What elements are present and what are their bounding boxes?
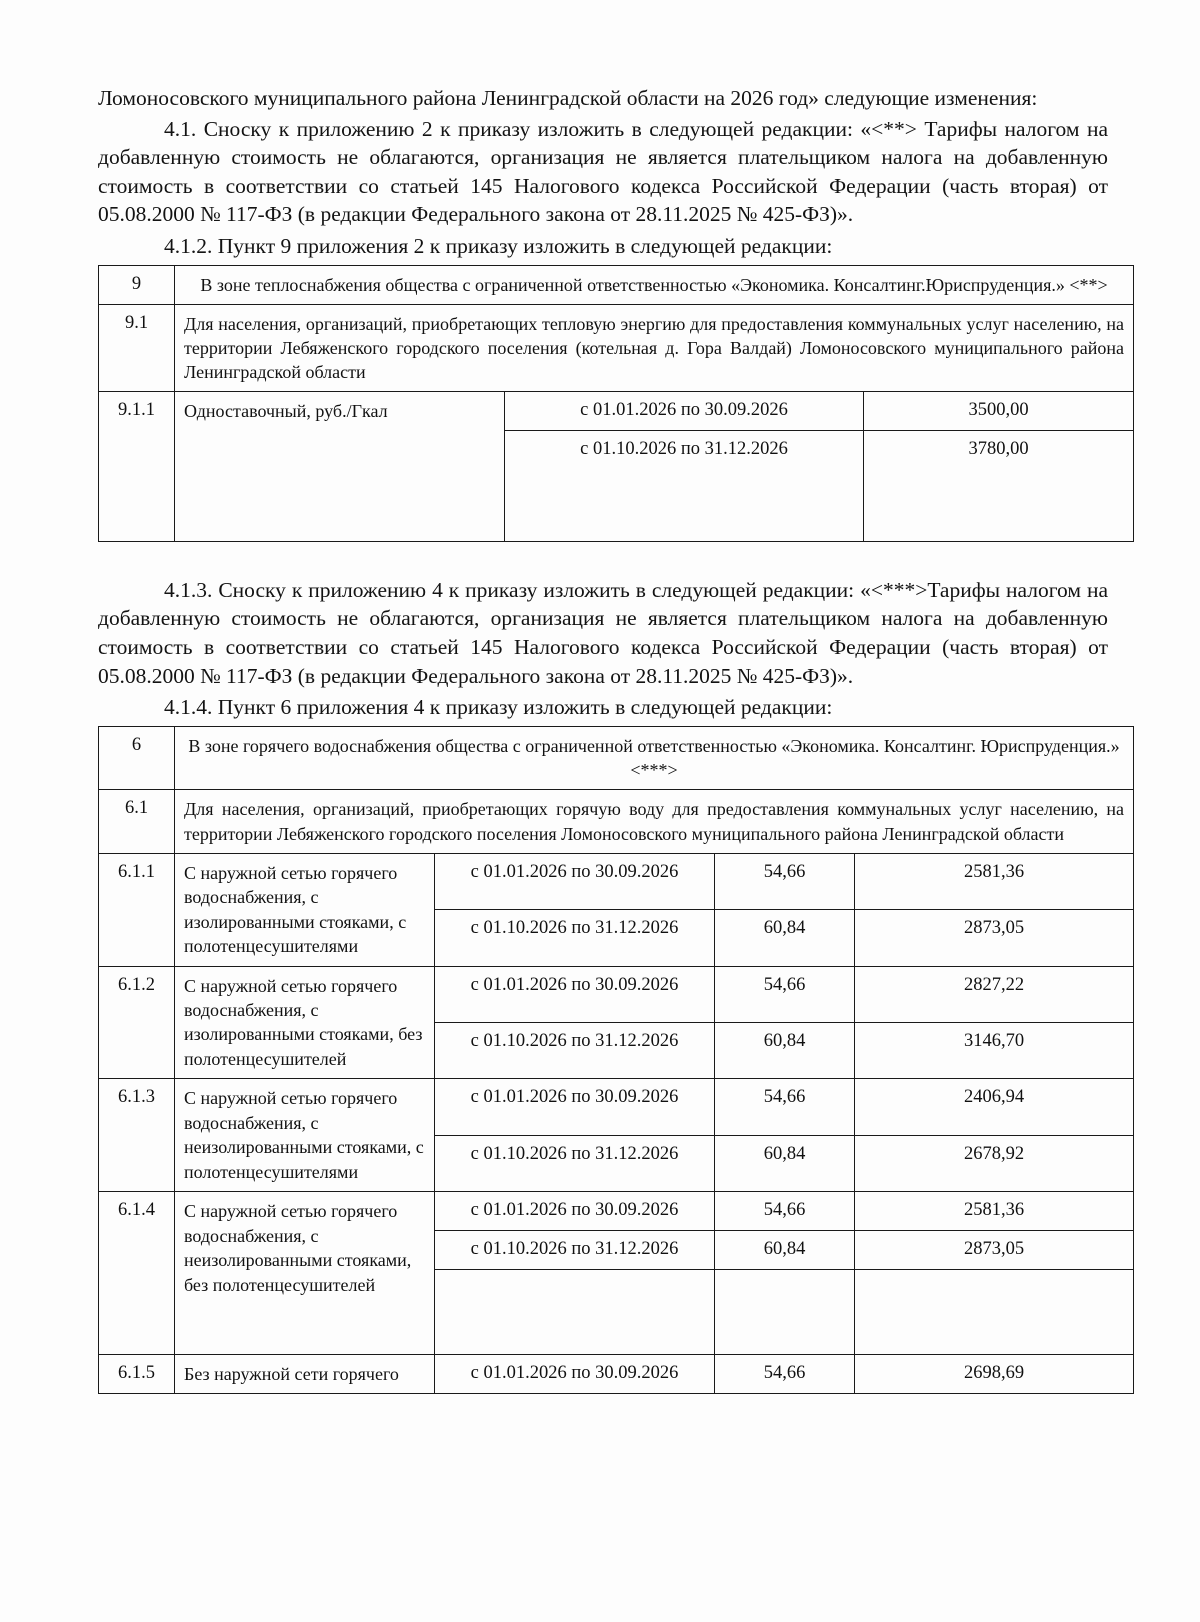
row-number: 6.1.1 bbox=[99, 853, 175, 966]
table-row bbox=[99, 1079, 1134, 1135]
row-value: 2678,92 bbox=[855, 1135, 1134, 1191]
row-rate: 60,84 bbox=[715, 1230, 855, 1269]
row-period: с 01.01.2026 по 30.09.2026 bbox=[435, 1079, 715, 1135]
row-period: с 01.01.2026 по 30.09.2026 bbox=[435, 853, 715, 909]
row-period: с 01.10.2026 по 31.12.2026 bbox=[435, 1230, 715, 1269]
row-value: 2406,94 bbox=[855, 1079, 1134, 1135]
row-rate: 54,66 bbox=[715, 1354, 855, 1393]
row-rate: 54,66 bbox=[715, 966, 855, 1022]
row-rate: 60,84 bbox=[715, 1022, 855, 1078]
tariff-table-hot-water bbox=[98, 726, 1134, 1394]
row-number: 9 bbox=[99, 265, 175, 304]
table-row bbox=[99, 853, 1134, 909]
empty-cell bbox=[855, 1269, 1134, 1354]
row-number: 6.1.3 bbox=[99, 1079, 175, 1192]
row-value: 3780,00 bbox=[864, 430, 1134, 541]
tariff-table-heat bbox=[98, 265, 1134, 542]
table-section-title: В зоне горячего водоснабжения общества с ограниченной ответственностью «Экономика. Консалтинг. Юриспруденция.» <***> bbox=[175, 726, 1134, 790]
row-value: 2581,36 bbox=[855, 853, 1134, 909]
row-period: с 01.10.2026 по 31.12.2026 bbox=[435, 1022, 715, 1078]
row-value: 2827,22 bbox=[855, 966, 1134, 1022]
row-number: 6.1.4 bbox=[99, 1192, 175, 1354]
table-row bbox=[99, 966, 1134, 1022]
table-section-description: Для населения, организаций, приобретающих тепловую энергию для предоставления коммунальных услуг населению, на территории Лебяженского городского поселения (котельная д. Гора Валдай) Ломоносовского муниципального района Ленинградской области bbox=[175, 304, 1134, 391]
row-period: с 01.01.2026 по 30.09.2026 bbox=[505, 392, 864, 431]
row-number: 6 bbox=[99, 726, 175, 790]
empty-cell bbox=[715, 1269, 855, 1354]
row-number: 9.1 bbox=[99, 304, 175, 391]
row-description: С наружной сетью горячего водоснабжения, с неизолированными стояками, без полотенцесушителей bbox=[175, 1192, 435, 1354]
row-period: с 01.01.2026 по 30.09.2026 bbox=[435, 966, 715, 1022]
row-value: 3500,00 bbox=[864, 392, 1134, 431]
row-description: С наружной сетью горячего водоснабжения, с изолированными стояками, без полотенцесушителей bbox=[175, 966, 435, 1079]
row-description: С наружной сетью горячего водоснабжения, с изолированными стояками, с полотенцесушителями bbox=[175, 853, 435, 966]
clause-4-1-3: 4.1.3. Сноску к приложению 4 к приказу изложить в следующей редакции: «<***>Тарифы налогом на добавленную стоимость не облагаются, организация не является плательщиком налога на добавленную стоимость в соответствии со статьей 145 Налогового кодекса Российской Федерации (часть вторая) от 05.08.2000 № 117-ФЗ (в редакции Федерального закона от 28.11.2025 № 425-ФЗ)». bbox=[98, 577, 1108, 688]
row-rate: 54,66 bbox=[715, 853, 855, 909]
row-description: Без наружной сети горячего bbox=[175, 1354, 435, 1393]
row-number: 9.1.1 bbox=[99, 392, 175, 542]
section-spacer bbox=[98, 542, 1108, 576]
table-section-description: Для населения, организаций, приобретающих горячую воду для предоставления коммунальных услуг населению, на территории Лебяженского городского поселения Ломоносовского муниципального района Ленинградской области bbox=[175, 790, 1134, 853]
intro-line-1: Ломоносовского муниципального района Ленинградской области на 2026 год» следующие изменения: bbox=[98, 86, 1038, 110]
table-row-header bbox=[99, 265, 1134, 304]
row-rate: 54,66 bbox=[715, 1079, 855, 1135]
row-value: 2581,36 bbox=[855, 1192, 1134, 1231]
table-row bbox=[99, 1192, 1134, 1231]
row-value: 2873,05 bbox=[855, 910, 1134, 966]
table-row-subheader bbox=[99, 304, 1134, 391]
row-description: С наружной сетью горячего водоснабжения, с неизолированными стояками, с полотенцесушителями bbox=[175, 1079, 435, 1192]
row-value: 3146,70 bbox=[855, 1022, 1134, 1078]
row-description: Одноставочный, руб./Гкал bbox=[175, 392, 505, 542]
clause-4-1-2-caption: 4.1.2. Пункт 9 приложения 2 к приказу изложить в следующей редакции: bbox=[164, 233, 833, 258]
table-section-title: В зоне теплоснабжения общества с ограниченной ответственностью «Экономика. Консалтинг.Юриспруденция.» <**> bbox=[175, 265, 1134, 304]
row-value: 2873,05 bbox=[855, 1230, 1134, 1269]
clause-4-1-4-caption: 4.1.4. Пункт 6 приложения 4 к приказу изложить в следующей редакции: bbox=[164, 695, 833, 720]
table-row bbox=[99, 392, 1134, 431]
table-row-header bbox=[99, 726, 1134, 790]
empty-cell bbox=[435, 1269, 715, 1354]
row-rate: 60,84 bbox=[715, 910, 855, 966]
document-content bbox=[98, 84, 1125, 1394]
row-number: 6.1.5 bbox=[99, 1354, 175, 1393]
clause-4-1: 4.1. Сноску к приложению 2 к приказу изложить в следующей редакции: «<**> Тарифы налогом на добавленную стоимость не облагаются, организация не является плательщиком налога на добавленную стоимость в соответствии со статьей 145 Налогового кодекса Российской Федерации (часть вторая) от 05.08.2000 № 117-ФЗ (в редакции Федерального закона от 28.11.2025 № 425-ФЗ)». bbox=[98, 116, 1108, 227]
row-period: с 01.01.2026 по 30.09.2026 bbox=[435, 1192, 715, 1231]
row-number: 6.1.2 bbox=[99, 966, 175, 1079]
row-period: с 01.10.2026 по 31.12.2026 bbox=[505, 430, 864, 541]
row-period: с 01.10.2026 по 31.12.2026 bbox=[435, 1135, 715, 1191]
row-period: с 01.10.2026 по 31.12.2026 bbox=[435, 910, 715, 966]
row-rate: 54,66 bbox=[715, 1192, 855, 1231]
row-number: 6.1 bbox=[99, 790, 175, 853]
row-value: 2698,69 bbox=[855, 1354, 1134, 1393]
table-row-subheader bbox=[99, 790, 1134, 853]
table-row bbox=[99, 1354, 1134, 1393]
row-rate: 60,84 bbox=[715, 1135, 855, 1191]
row-period: с 01.01.2026 по 30.09.2026 bbox=[435, 1354, 715, 1393]
